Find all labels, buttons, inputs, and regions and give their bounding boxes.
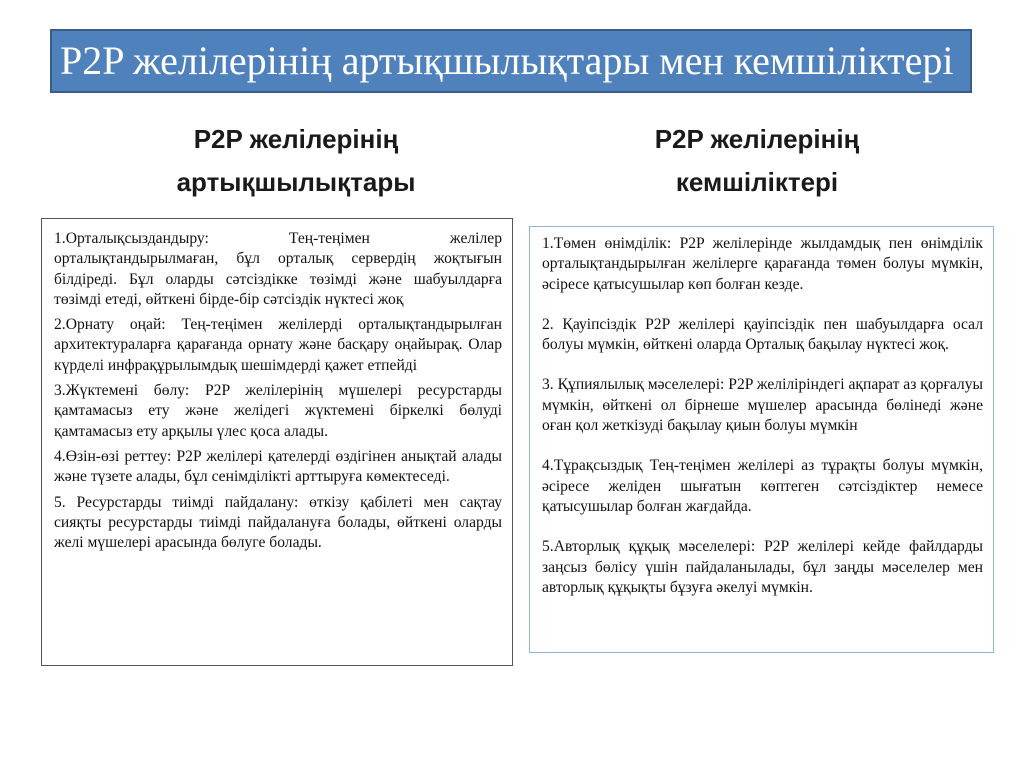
advantages-box [41,218,513,666]
disadvantages-heading [547,118,967,204]
advantage-item: 5. Ресурстарды тиімді пайдалану: өткізу қабілеті мен сақтау сияқты ресурстарды тиімді пайдалануға болады, өйткені оларды желі мүшелері арасында бөлуге болады. [54,493,502,552]
disadvantage-item: 1.Төмен өнімділік: P2P желілерінде жылдамдық пен өнімділік орталықтандырылған желілерге қарағанда төмен болуы мүмкін, әсіресе қатысушылар көп болған кезде. [542,235,983,293]
advantage-item: 3.Жүктемені бөлу: P2P желілерінің мүшелері ресурстарды қамтамасыз ету және желідегі жүктемені біркелкі бөлуді қамтамасыз ету арқылы үлес қоса алады. [54,382,502,440]
advantages-heading [86,118,506,204]
disadvantages-heading-line1: P2P желілерінің [654,124,860,154]
disadvantages-box [529,226,994,653]
disadvantage-item: 2. Қауіпсіздік P2P желілері қауіпсіздік пен шабуылдарға осал болуы мүмкін, өйткені оларда Орталық бақылау нүктесі жоқ. [542,315,983,354]
disadvantage-item: 3. Құпиялылық мәселелері: P2P желіліріндегі ақпарат аз қорғалуы мүмкін, өйткені ол бірнеше мүшелер арасында бөлінеді және оған қол жеткізуді бақылау қиын болуы мүмкін [542,376,983,435]
advantage-item: 1.Орталықсыздандыру: Тең-теңімен желілер орталықтандырылмаған, бұл орталық сервердің жоқтығын білдіреді. Бұл оларды сәтсіздікке төзімді және шабуылдарға төзімді етеді, өйткені бірде-бір сәтсіздік нүктесі жоқ [54,230,502,308]
disadvantage-item: 5.Авторлық құқық мәселелері: P2P желілері кейде файлдарды заңсыз бөлісу үшін пайдаланылады, бұл заңды мәселелер мен авторлық құқықты бұзуға әкелуі мүмкін. [542,538,983,596]
advantage-item: 2.Орнату оңай: Тең-теңімен желілерді орталықтандырылған архитектураларға қарағанда орнату және басқару оңайырақ. Олар күрделі инфрақұрылымдық шешімдерді қажет етпейді [54,316,502,374]
advantage-item: 4.Өзін-өзі реттеу: P2P желілері қателерді өздігінен анықтай алады және түзете алады, бұл сенімділікті арттыруға көмектеседі. [54,447,502,486]
slide-title: P2P желілерінің артықшылықтары мен кемшіліктері [60,38,954,83]
disadvantage-item: 4.Тұрақсыздық Тең-теңімен желілері аз тұрақты болуы мүмкін, әсіресе желіден шығатын көптеген сәтсіздіктер немесе қатысушылар болған жағдайда. [542,457,983,515]
advantages-heading-line1: P2P желілерінің [193,124,399,154]
advantages-heading-line2: артықшылықтары [176,167,416,197]
disadvantages-heading-line2: кемшіліктері [675,167,839,197]
slide-title-bar [50,29,972,93]
